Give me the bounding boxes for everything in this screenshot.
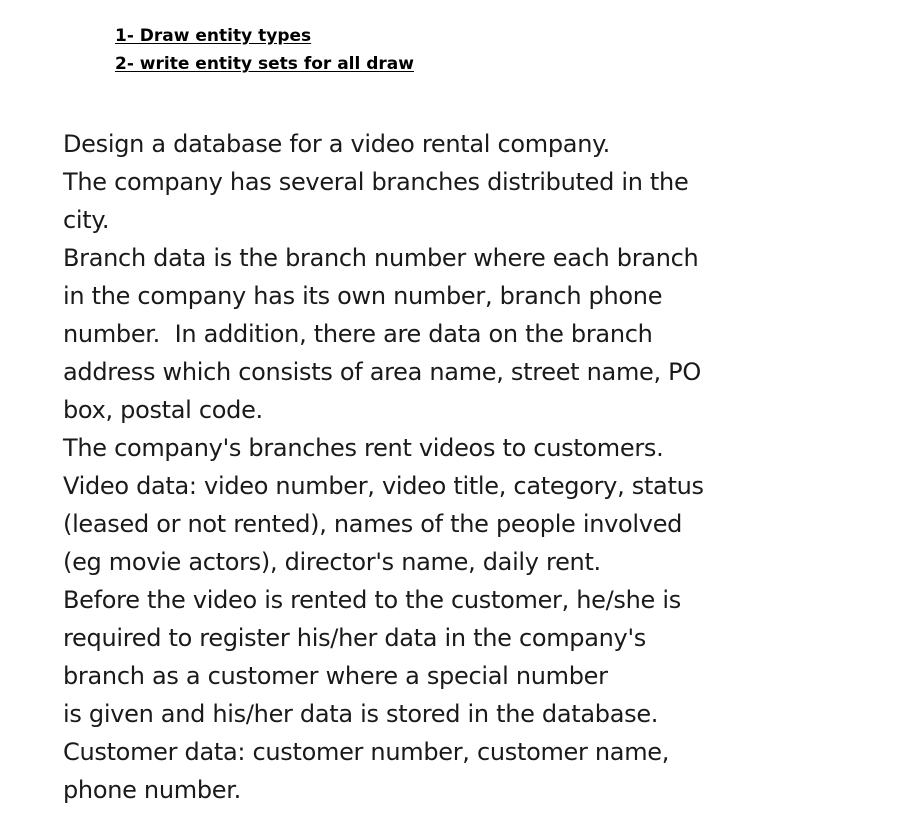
text-line: address which consists of area name, street name, PO [63,358,701,386]
text-line: phone number. [63,776,241,804]
text-line: Before the video is rented to the customer, he/she is [63,586,681,614]
text-line: Video data: video number, video title, category, status [63,472,704,500]
task-draw-entity-types: 1- Draw entity types [115,26,312,46]
text-line: city. [63,206,110,234]
text-line: is given and his/her data is stored in the database. [63,700,659,728]
text-line: number. In addition, there are data on the branch [63,320,653,348]
text-line: Branch data is the branch number where each branch [63,244,699,272]
problem-description [63,125,763,809]
text-line: in the company has its own number, branch phone [63,282,663,310]
text-line: branch as a customer where a special number [63,662,608,690]
text-line: The company's branches rent videos to customers. [63,434,664,462]
text-line: required to register his/her data in the company's [63,624,646,652]
text-line: The company has several branches distributed in the [63,168,689,196]
text-line: (leased or not rented), names of the people involved [63,510,683,538]
text-line: box, postal code. [63,396,263,424]
task-list [115,22,414,78]
task-write-entity-sets: 2- write entity sets for all draw [115,54,414,74]
text-line: Design a database for a video rental company. [63,130,610,158]
text-line: (eg movie actors), director's name, daily rent. [63,548,601,576]
text-line: Customer data: customer number, customer name, [63,738,670,766]
